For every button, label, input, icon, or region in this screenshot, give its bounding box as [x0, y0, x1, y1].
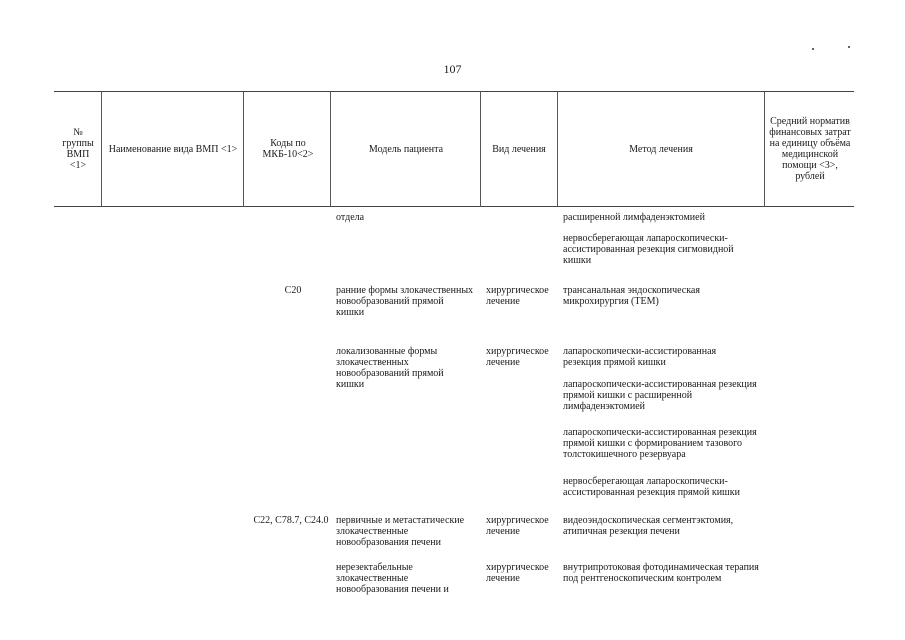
method-cell: видеоэндоскопическая сегментэктомия, атипичная резекция печени [563, 515, 734, 537]
patient-model-cell: отдела [336, 212, 365, 223]
method-cell: расширенной лимфаденэктомией [563, 212, 705, 223]
method-cell: нервосберегающая лапароскопически-ассистированная резекция сигмовидной кишки [563, 233, 734, 266]
method-cell: лапароскопически-ассистированная резекция прямой кишки с расширенной лимфаденэктомией [563, 379, 757, 412]
column-divider [480, 91, 481, 207]
header-group: № группы ВМП <1> [62, 127, 94, 171]
mkb-code-cell: C20 [284, 285, 302, 296]
header-treatment: Вид лечения [492, 143, 546, 155]
method-cell: нервосберегающая лапароскопически-ассистированная резекция прямой кишки [563, 476, 740, 498]
patient-model-cell: нерезектабельные злокачественные новообразования печени и [336, 562, 449, 595]
column-divider [764, 91, 765, 207]
patient-model-cell: первичные и метастатические злокачественные новообразования печени [336, 515, 465, 548]
header-method: Метод лечения [629, 143, 693, 155]
method-cell: внутрипротоковая фотодинамическая терапия под рентгеноскопическим контролем [563, 562, 759, 584]
column-divider [330, 91, 331, 207]
header-mkb: Коды по МКБ-10<2> [262, 138, 314, 160]
column-divider [101, 91, 102, 207]
scan-speck [812, 48, 814, 50]
mkb-code-cell: C22, C78.7, C24.0 [253, 515, 329, 526]
header-bottom-border [54, 206, 854, 207]
header-cost: Средний норматив финансовых затрат на единицу объёма медицинской помощи <3>, рублей [769, 116, 851, 182]
header-name: Наименование вида ВМП <1> [108, 143, 238, 155]
method-cell: трансанальная эндоскопическая микрохирургия (ТЕМ) [563, 285, 700, 307]
column-divider [243, 91, 244, 207]
patient-model-cell: локализованные формы злокачественных новообразований прямой кишки [336, 346, 444, 390]
scan-speck [848, 46, 850, 48]
patient-model-cell: ранние формы злокачественных новообразований прямой кишки [336, 285, 474, 318]
treatment-type-cell: хирургическое лечение [486, 346, 549, 368]
treatment-type-cell: хирургическое лечение [486, 285, 549, 307]
treatment-type-cell: хирургическое лечение [486, 562, 549, 584]
treatment-type-cell: хирургическое лечение [486, 515, 549, 537]
header-model: Модель пациента [368, 143, 444, 155]
method-cell: лапароскопически-ассистированная резекция прямой кишки [563, 346, 717, 368]
column-divider [557, 91, 558, 207]
page-number: 107 [443, 62, 462, 76]
method-cell: лапароскопически-ассистированная резекция прямой кишки с формированием тазового толстокишечного резервуара [563, 427, 757, 460]
